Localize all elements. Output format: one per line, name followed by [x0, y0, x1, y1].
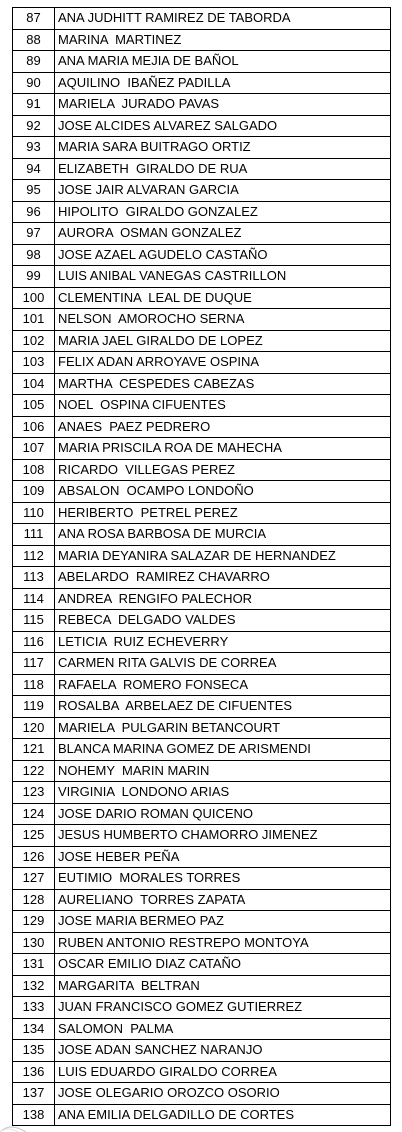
person-name: MARIA PRISCILA ROA DE MAHECHA — [55, 438, 391, 459]
person-name: JOSE HEBER PEÑA — [55, 847, 391, 868]
person-name: NELSON AMOROCHO SERNA — [55, 309, 391, 330]
person-name: RUBEN ANTONIO RESTREPO MONTOYA — [55, 933, 391, 954]
table-row — [13, 73, 391, 95]
table-row — [13, 417, 391, 439]
row-number: 98 — [13, 245, 55, 266]
person-name: RAFAELA ROMERO FONSECA — [55, 675, 391, 696]
row-number: 135 — [13, 1040, 55, 1061]
row-number: 134 — [13, 1019, 55, 1040]
table-row — [13, 374, 391, 396]
person-name: OSCAR EMILIO DIAZ CATAÑO — [55, 954, 391, 975]
row-number: 129 — [13, 911, 55, 932]
row-number: 87 — [13, 8, 55, 29]
row-number: 88 — [13, 30, 55, 51]
person-name: HIPOLITO GIRALDO GONZALEZ — [55, 202, 391, 223]
person-name: LETICIA RUIZ ECHEVERRY — [55, 632, 391, 653]
table-row — [13, 954, 391, 976]
table-row — [13, 460, 391, 482]
row-number: 91 — [13, 94, 55, 115]
row-number: 128 — [13, 890, 55, 911]
table-row — [13, 1040, 391, 1062]
table-row — [13, 825, 391, 847]
table-row — [13, 202, 391, 224]
table-row — [13, 524, 391, 546]
person-name: ELIZABETH GIRALDO DE RUA — [55, 159, 391, 180]
person-name: EUTIMIO MORALES TORRES — [55, 868, 391, 889]
row-number: 93 — [13, 137, 55, 158]
row-number: 137 — [13, 1083, 55, 1104]
table-row — [13, 1062, 391, 1084]
person-name: JOSE AZAEL AGUDELO CASTAÑO — [55, 245, 391, 266]
person-name: REBECA DELGADO VALDES — [55, 610, 391, 631]
table-row — [13, 503, 391, 525]
table-row — [13, 159, 391, 181]
table-row — [13, 976, 391, 998]
person-name: MARIELA JURADO PAVAS — [55, 94, 391, 115]
person-name: BLANCA MARINA GOMEZ DE ARISMENDI — [55, 739, 391, 760]
row-number: 138 — [13, 1105, 55, 1126]
row-number: 104 — [13, 374, 55, 395]
person-name: LUIS ANIBAL VANEGAS CASTRILLON — [55, 266, 391, 287]
table-row — [13, 30, 391, 52]
row-number: 121 — [13, 739, 55, 760]
table-row — [13, 438, 391, 460]
table-row — [13, 782, 391, 804]
row-number: 124 — [13, 804, 55, 825]
person-name: JOSE JAIR ALVARAN GARCIA — [55, 180, 391, 201]
row-number: 115 — [13, 610, 55, 631]
person-name: CLEMENTINA LEAL DE DUQUE — [55, 288, 391, 309]
table-row — [13, 223, 391, 245]
person-name: NOHEMY MARIN MARIN — [55, 761, 391, 782]
table-row — [13, 890, 391, 912]
table-row — [13, 739, 391, 761]
table-row — [13, 481, 391, 503]
person-name: ABELARDO RAMIREZ CHAVARRO — [55, 567, 391, 588]
person-name: FELIX ADAN ARROYAVE OSPINA — [55, 352, 391, 373]
row-number: 132 — [13, 976, 55, 997]
row-number: 108 — [13, 460, 55, 481]
person-name: ANA ROSA BARBOSA DE MURCIA — [55, 524, 391, 545]
row-number: 92 — [13, 116, 55, 137]
person-name: ANAES PAEZ PEDRERO — [55, 417, 391, 438]
person-name: HERIBERTO PETREL PEREZ — [55, 503, 391, 524]
table-row — [13, 997, 391, 1019]
person-name: JOSE OLEGARIO OROZCO OSORIO — [55, 1083, 391, 1104]
person-name: MARINA MARTINEZ — [55, 30, 391, 51]
table-row — [13, 180, 391, 202]
table-row — [13, 331, 391, 353]
row-number: 90 — [13, 73, 55, 94]
row-number: 131 — [13, 954, 55, 975]
table-row — [13, 245, 391, 267]
table-row — [13, 1083, 391, 1105]
table-row — [13, 653, 391, 675]
person-name: CARMEN RITA GALVIS DE CORREA — [55, 653, 391, 674]
table-row — [13, 632, 391, 654]
table-row — [13, 718, 391, 740]
person-name: AURORA OSMAN GONZALEZ — [55, 223, 391, 244]
person-name: ABSALON OCAMPO LONDOÑO — [55, 481, 391, 502]
row-number: 109 — [13, 481, 55, 502]
row-number: 126 — [13, 847, 55, 868]
person-name: AURELIANO TORRES ZAPATA — [55, 890, 391, 911]
person-name: MARIA DEYANIRA SALAZAR DE HERNANDEZ — [55, 546, 391, 567]
row-number: 106 — [13, 417, 55, 438]
row-number: 117 — [13, 653, 55, 674]
person-name: VIRGINIA LONDONO ARIAS — [55, 782, 391, 803]
table-row — [13, 116, 391, 138]
person-name: ANA MARIA MEJIA DE BAÑOL — [55, 51, 391, 72]
person-name: JOSE ALCIDES ALVAREZ SALGADO — [55, 116, 391, 137]
row-number: 107 — [13, 438, 55, 459]
person-name: MARGARITA BELTRAN — [55, 976, 391, 997]
table-row — [13, 696, 391, 718]
table-row — [13, 847, 391, 869]
person-name: JOSE DARIO ROMAN QUICENO — [55, 804, 391, 825]
person-name: LUIS EDUARDO GIRALDO CORREA — [55, 1062, 391, 1083]
table-row — [13, 675, 391, 697]
row-number: 133 — [13, 997, 55, 1018]
table-row — [13, 309, 391, 331]
person-name: ANDREA RENGIFO PALECHOR — [55, 589, 391, 610]
row-number: 110 — [13, 503, 55, 524]
row-number: 112 — [13, 546, 55, 567]
person-name: AQUILINO IBAÑEZ PADILLA — [55, 73, 391, 94]
table-row — [13, 546, 391, 568]
row-number: 130 — [13, 933, 55, 954]
table-row — [13, 911, 391, 933]
person-name: RICARDO VILLEGAS PEREZ — [55, 460, 391, 481]
table-row — [13, 933, 391, 955]
table-row — [13, 94, 391, 116]
row-number: 122 — [13, 761, 55, 782]
person-name: JOSE ADAN SANCHEZ NARANJO — [55, 1040, 391, 1061]
table-row — [13, 51, 391, 73]
row-number: 113 — [13, 567, 55, 588]
table-row — [13, 8, 391, 30]
row-number: 96 — [13, 202, 55, 223]
person-name: SALOMON PALMA — [55, 1019, 391, 1040]
person-name: JOSE MARIA BERMEO PAZ — [55, 911, 391, 932]
table-row — [13, 761, 391, 783]
row-number: 103 — [13, 352, 55, 373]
row-number: 101 — [13, 309, 55, 330]
row-number: 95 — [13, 180, 55, 201]
person-name: MARIA SARA BUITRAGO ORTIZ — [55, 137, 391, 158]
person-name: NOEL OSPINA CIFUENTES — [55, 395, 391, 416]
table-row — [13, 266, 391, 288]
person-name: MARIA JAEL GIRALDO DE LOPEZ — [55, 331, 391, 352]
row-number: 136 — [13, 1062, 55, 1083]
name-list-table — [12, 7, 391, 1126]
person-name: JESUS HUMBERTO CHAMORRO JIMENEZ — [55, 825, 391, 846]
table-row — [13, 610, 391, 632]
table-row — [13, 804, 391, 826]
person-name: ANA JUDHITT RAMIREZ DE TABORDA — [55, 8, 391, 29]
table-row — [13, 589, 391, 611]
person-name: ANA EMILIA DELGADILLO DE CORTES — [55, 1105, 391, 1126]
person-name: ROSALBA ARBELAEZ DE CIFUENTES — [55, 696, 391, 717]
person-name: MARTHA CESPEDES CABEZAS — [55, 374, 391, 395]
row-number: 111 — [13, 524, 55, 545]
table-row — [13, 1105, 391, 1127]
row-number: 97 — [13, 223, 55, 244]
row-number: 123 — [13, 782, 55, 803]
row-number: 118 — [13, 675, 55, 696]
table-row — [13, 868, 391, 890]
table-row — [13, 567, 391, 589]
row-number: 105 — [13, 395, 55, 416]
table-row — [13, 137, 391, 159]
row-number: 125 — [13, 825, 55, 846]
row-number: 114 — [13, 589, 55, 610]
row-number: 94 — [13, 159, 55, 180]
row-number: 99 — [13, 266, 55, 287]
row-number: 102 — [13, 331, 55, 352]
row-number: 100 — [13, 288, 55, 309]
row-number: 120 — [13, 718, 55, 739]
row-number: 89 — [13, 51, 55, 72]
row-number: 119 — [13, 696, 55, 717]
person-name: JUAN FRANCISCO GOMEZ GUTIERREZ — [55, 997, 391, 1018]
table-row — [13, 288, 391, 310]
table-row — [13, 395, 391, 417]
person-name: MARIELA PULGARIN BETANCOURT — [55, 718, 391, 739]
row-number: 116 — [13, 632, 55, 653]
table-row — [13, 352, 391, 374]
table-row — [13, 1019, 391, 1041]
row-number: 127 — [13, 868, 55, 889]
